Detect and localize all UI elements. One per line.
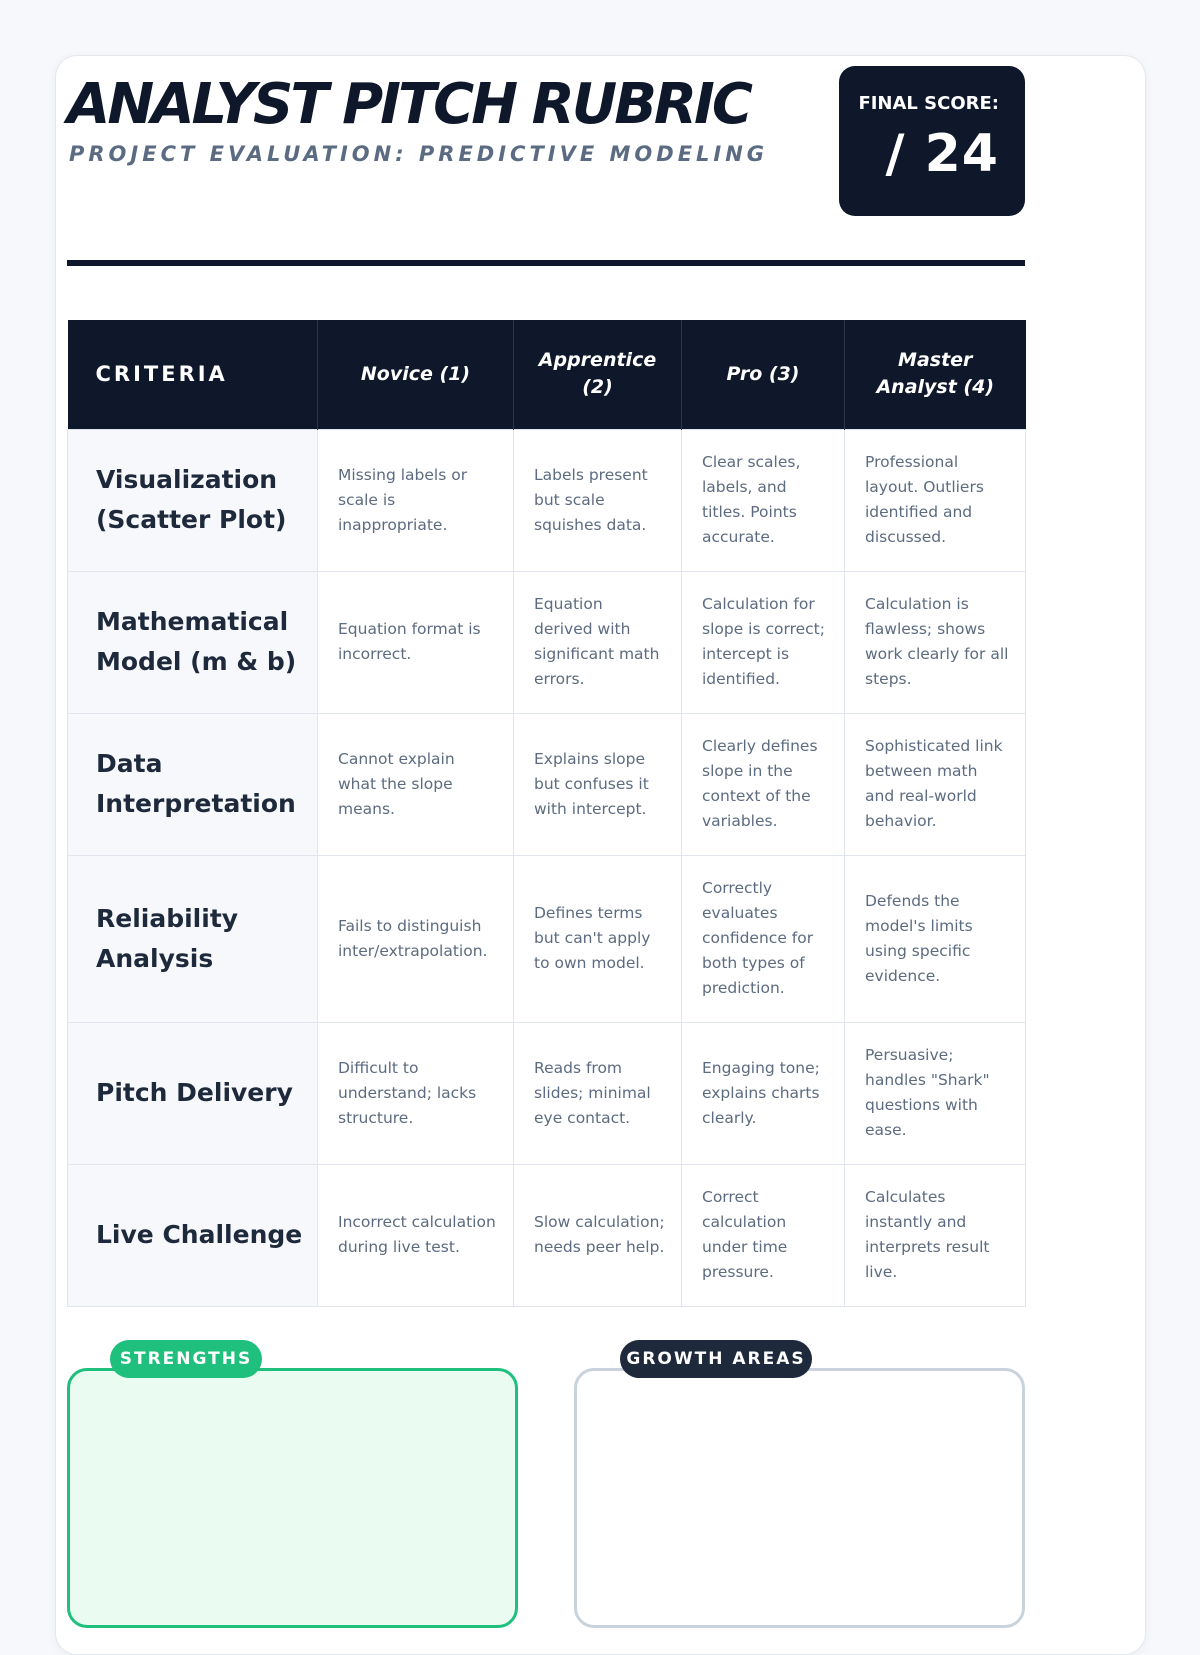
rubric-cell: Equation format is incorrect.: [318, 571, 514, 713]
rubric-header: [67, 66, 1025, 216]
rubric-table: [67, 320, 1026, 1307]
page-title: ANALYST PITCH RUBRIC: [67, 72, 750, 137]
feedback-section: [67, 1340, 1025, 1600]
table-row: [68, 713, 1026, 855]
strengths-box[interactable]: [67, 1368, 518, 1628]
page-subtitle: PROJECT EVALUATION: PREDICTIVE MODELING: [69, 142, 769, 166]
table-row: [68, 1022, 1026, 1164]
table-row: [68, 429, 1026, 571]
growth-areas-label: GROWTH AREAS: [620, 1340, 812, 1378]
rubric-cell: Calculates instantly and interprets result live.: [845, 1164, 1026, 1306]
rubric-cell: Clearly defines slope in the context of the variables.: [682, 713, 845, 855]
column-header-novice: Novice (1): [318, 320, 514, 429]
column-header-apprentice: Apprentice (2): [514, 320, 682, 429]
table-header-row: [68, 320, 1026, 429]
growth-areas-box[interactable]: [574, 1368, 1025, 1628]
final-score-value: / 24: [885, 124, 999, 184]
table-row: [68, 571, 1026, 713]
column-header-master: Master Analyst (4): [845, 320, 1026, 429]
rubric-cell: Clear scales, labels, and titles. Points accurate.: [682, 429, 845, 571]
rubric-cell: Cannot explain what the slope means.: [318, 713, 514, 855]
rubric-cell: Professional layout. Outliers identified and discussed.: [845, 429, 1026, 571]
criteria-cell: Mathematical Model (m & b): [68, 571, 318, 713]
rubric-cell: Correctly evaluates confidence for both types of prediction.: [682, 855, 845, 1022]
rubric-cell: Reads from slides; minimal eye contact.: [514, 1022, 682, 1164]
rubric-cell: Fails to distinguish inter/extrapolation.: [318, 855, 514, 1022]
table-row: [68, 855, 1026, 1022]
header-divider: [67, 260, 1025, 266]
rubric-cell: Sophisticated link between math and real-world behavior.: [845, 713, 1026, 855]
rubric-cell: Defends the model's limits using specific evidence.: [845, 855, 1026, 1022]
final-score-box: [839, 66, 1025, 216]
strengths-label: STRENGTHS: [110, 1340, 262, 1378]
rubric-cell: Calculation for slope is correct; intercept is identified.: [682, 571, 845, 713]
rubric-cell: Calculation is flawless; shows work clearly for all steps.: [845, 571, 1026, 713]
rubric-cell: Missing labels or scale is inappropriate.: [318, 429, 514, 571]
column-header-pro: Pro (3): [682, 320, 845, 429]
rubric-cell: Equation derived with significant math errors.: [514, 571, 682, 713]
column-header-criteria: CRITERIA: [68, 320, 318, 429]
rubric-cell: Correct calculation under time pressure.: [682, 1164, 845, 1306]
criteria-cell: Reliability Analysis: [68, 855, 318, 1022]
final-score-label: FINAL SCORE:: [858, 93, 999, 114]
rubric-cell: Slow calculation; needs peer help.: [514, 1164, 682, 1306]
criteria-cell: Visualization (Scatter Plot): [68, 429, 318, 571]
rubric-cell: Labels present but scale squishes data.: [514, 429, 682, 571]
rubric-cell: Explains slope but confuses it with intercept.: [514, 713, 682, 855]
rubric-cell: Difficult to understand; lacks structure.: [318, 1022, 514, 1164]
rubric-cell: Engaging tone; explains charts clearly.: [682, 1022, 845, 1164]
criteria-cell: Pitch Delivery: [68, 1022, 318, 1164]
rubric-cell: Persuasive; handles "Shark" questions with ease.: [845, 1022, 1026, 1164]
rubric-cell: Incorrect calculation during live test.: [318, 1164, 514, 1306]
criteria-cell: Data Interpretation: [68, 713, 318, 855]
criteria-cell: Live Challenge: [68, 1164, 318, 1306]
rubric-cell: Defines terms but can't apply to own model.: [514, 855, 682, 1022]
table-row: [68, 1164, 1026, 1306]
